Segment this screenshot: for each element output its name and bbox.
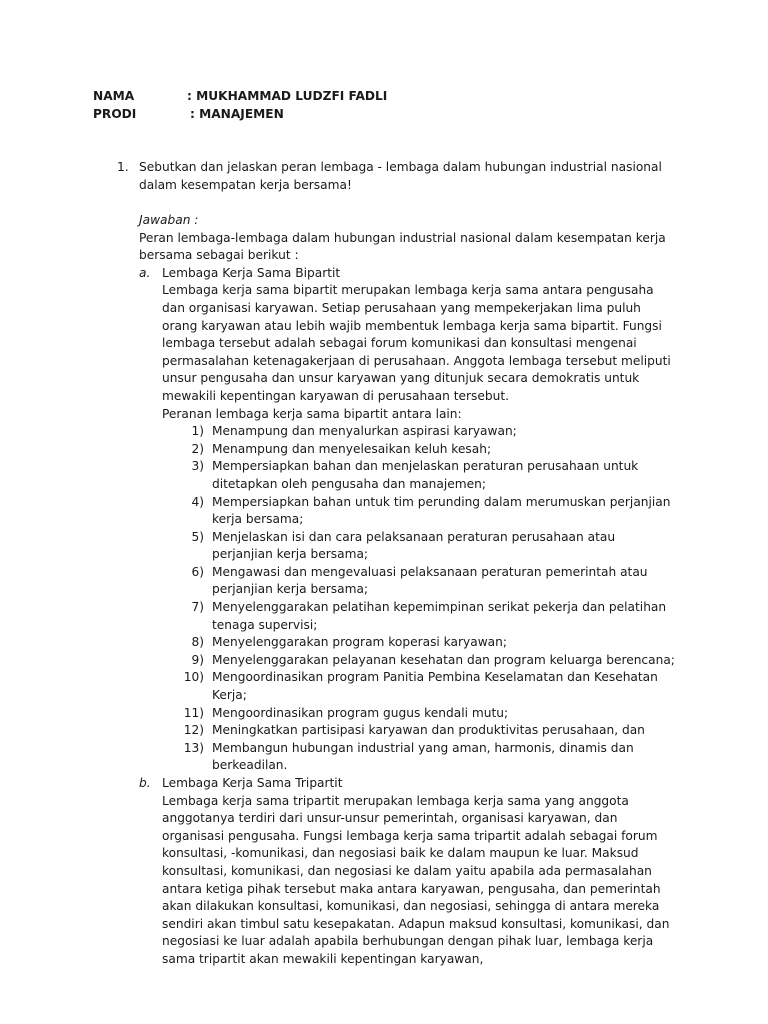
list-intro: Peranan lembaga kerja sama bipartit antara lain: [162, 406, 462, 421]
prodi-value: : MANAJEMEN [190, 106, 284, 121]
list-item: 1) Menampung dan menyalurkan aspirasi karyawan; [191, 424, 517, 439]
question-block [117, 159, 677, 194]
prodi-label: PRODI [93, 106, 137, 121]
list-item: 10) Mengoordinasikan program Panitia Pembina Keselamatan dan Kesehatan Kerja; [183, 670, 658, 703]
question-number: 1. [117, 160, 129, 174]
list-item: 4) Mempersiapkan bahan untuk tim perunding dalam merumuskan perjanjian kerja bersama; [191, 494, 671, 527]
section-paragraph: Lembaga kerja sama tripartit merupakan lembaga kerja sama yang anggota anggotanya terdiri dari unsur-unsur pemerintah, organisasi karyawan, dan organisasi pengusaha. Fungsi lembaga kerja sama tripartit adalah sebagai forum konsultasi, -komunikasi, dan negosiasi baik ke dalam maupun ke luar. Maksud konsultasi, komunikasi, dan negosiasi ke dalam yaitu apabila ada permasalahan antara ketiga pihak tersebut maka antara karyawan, pengusaha, dan pemerintah akan dilakukan konsultasi, komunikasi, dan negosiasi, sehingga di antara mereka sendiri akan timbul satu kesepakatan. Adapun maksud konsultasi, komunikasi, dan negosiasi ke luar adalah apabila berhubungan dengan pihak luar, lembaga kerja sama tripartit akan mewakili kepentingan karyawan, [162, 793, 670, 966]
answer-label: Jawaban : [139, 213, 199, 227]
list-item: 12) Meningkatkan partisipasi karyawan dan produktivitas perusahaan, dan [183, 723, 645, 738]
list-item: 2) Menampung dan menyelesaikan keluh kesah; [191, 441, 492, 456]
list-item: 5) Menjelaskan isi dan cara pelaksanaan peraturan perusahaan atau perjanjian kerja bersama; [191, 529, 616, 562]
list-item: 11) Mengoordinasikan program gugus kendali mutu; [183, 705, 509, 720]
list-item: 3) Mempersiapkan bahan dan menjelaskan peraturan perusahaan untuk ditetapkan oleh pengusaha dan manajemen; [191, 459, 639, 491]
answer-block [139, 212, 679, 969]
section-title: Lembaga Kerja Sama Bipartit [162, 265, 341, 280]
section-title: Lembaga Kerja Sama Tripartit [162, 776, 343, 790]
question-text: Sebutkan dan jelaskan peran lembaga - lembaga dalam hubungan industrial nasional dalam kesempatan kerja bersama! [139, 160, 662, 192]
section-letter: b. [139, 776, 151, 790]
section-letter: a. [139, 265, 151, 280]
name-row [93, 88, 387, 106]
list-item: 8) Menyelenggarakan program koperasi karyawan; [191, 635, 507, 650]
name-label: NAMA [93, 89, 135, 103]
list-item: 13) Membangun hubungan industrial yang aman, harmonis, dinamis dan berkeadilan. [183, 740, 634, 773]
list-item: 6) Mengawasi dan mengevaluasi pelaksanaan peraturan pemerintah atau perjanjian kerja bersama; [191, 564, 648, 597]
prodi-row [93, 106, 387, 124]
section-tripartit [139, 775, 679, 969]
name-value: : MUKHAMMAD LUDZFI FADLI [187, 89, 388, 103]
list-item: 9) Menyelenggarakan pelayanan kesehatan dan program keluarga berencana; [191, 652, 675, 667]
answer-intro: Peran lembaga-lembaga dalam hubungan industrial nasional dalam kesempatan kerja bersama sebagai berikut : [139, 230, 666, 263]
section-paragraph: Lembaga kerja sama bipartit merupakan lembaga kerja sama antara pengusaha dan organisasi karyawan. Setiap perusahaan yang mempekerjakan lima puluh orang karyawan atau lebih wajib membentuk lembaga kerja sama bipartit. Fungsi lembaga tersebut adalah sebagai forum komunikasi dan konsultasi mengenai permasalahan ketenagakerjaan di perusahaan. Anggota lembaga tersebut meliputi unsur pengusaha dan unsur karyawan yang ditunjuk secara demokratis untuk mewakili kepentingan karyawan di perusahaan tersebut. [162, 283, 671, 403]
section-bipartit [139, 265, 679, 775]
list-item: 7) Menyelenggarakan pelatihan kepemimpinan serikat pekerja dan pelatihan tenaga supervisi; [191, 600, 667, 632]
bipartit-role-list [162, 423, 679, 775]
identity-header [93, 88, 387, 123]
